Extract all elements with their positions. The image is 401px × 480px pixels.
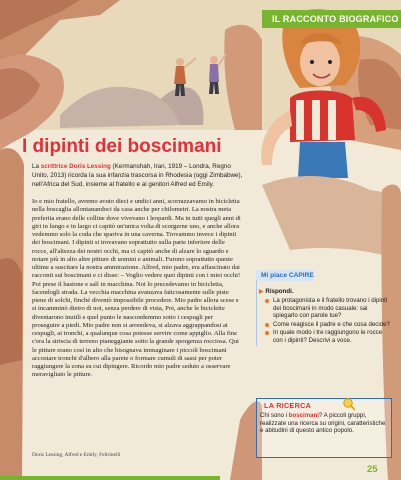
capire-highlight: CAPIRE — [288, 272, 314, 279]
source-citation: Doris Lessing, Alfred e Emily, Feltrinelli — [32, 452, 121, 458]
section-label: IL RACCONTO BIOGRAFICO — [262, 10, 401, 28]
page-number: 25 — [367, 464, 378, 475]
footer-bar — [0, 476, 401, 480]
magnifier-icon — [342, 397, 356, 411]
question-item: La protagonista e il fratello trovano i dipinti dei boscimani in modo casuale: sai spiegarlo con parole tue? — [265, 297, 393, 320]
question-item: Come reagisce il padre e che cosa decide? — [265, 321, 393, 329]
capire-panel — [256, 272, 393, 346]
question-item: In quale modo i tre raggiungono le rocce con i dipinti? Descrivi a voce. — [265, 329, 393, 344]
story-text — [32, 198, 242, 380]
ricerca-title: LA RICERCA — [264, 401, 312, 410]
intro-paragraph — [32, 162, 246, 189]
bullet-dot-icon — [265, 299, 269, 303]
bullet-dot-icon — [265, 323, 269, 327]
capire-prompt: Rispondi. — [265, 288, 294, 295]
ricerca-box — [256, 398, 390, 456]
question-list — [259, 297, 393, 345]
story-paragraph: Io e mio fratello, avremo avuto dieci e undici anni, scorrazzavamo in bicicletta nella boscaglia allontanandoci da casa anche per chilometri. La nostra meta preferita erano delle colline dove vivevano i leopardi. Ma in tutti quegli anni di giri in lungo e in largo ci capitò un'unica volta di scorgerne uno, e anche allora vedemmo solo la coda che spariva in una caverna. Trovammo invece i dipinti dei boscimani. I dipinti si trovavano soprattutto sulla parte inferiore delle rocce, all'altezza dei nostri occhi, ma ci capitò anche di alzare lo sguardo e notare più in alto altre pitture di uomini e animali. Furono soprattutto queste ultime a suscitare la nostra ammirazione. Alfred, mio padre, era affascinato dai racconti sui boscimani e ci disse: – Voglio vedere quei dipinti con i miei occhi! Poi prese il bastone e salì in macchina. Noi lo precedevamo in bicicletta, facendogli strada. La vecchia macchina avanzava faticosamente sulle piste piene di solchi, finché diventò impossibile procedere. Mio padre allora scese e si incamminò dietro di noi, senza perdere di vista, Poi, anche le biciclette diventarono inutili e quel punto le nascondemmo sotto i cespugli per proseguire a piedi. Mio padre non si arrendeva, si alzava aggrappandosi ai cespugli, ai tronchi, a qualunque cosa potesse servire come appiglio. Alla fine c'era la striscia di terreno pianeggiante sotto la grande sporgenza rocciosa. Qui le pitture erano così in alto che bisognava immaginare i piccoli boscimani accostare tronchi d'albero alla parete o formare cumuli di sassi per poter raggiungere la zona su cui dipingere. Ricordo mio padre seduto a osservare meravigliato le pitture. — [32, 198, 241, 379]
page-title: I dipinti dei boscimani — [22, 136, 222, 157]
bullet-dot-icon — [265, 331, 269, 335]
intro-prefix: La — [32, 163, 41, 170]
ricerca-text: Chi sono i boscimani? A piccoli gruppi, realizzate una ricerca su origini, caratteristiche e abitudini di questo antico popolo. — [260, 412, 386, 435]
intro-rest: (Kermanshah, Iran, 1919 – Londra, Regno Unito, 2013) ricorda la sua infanzia trascorsa in Rhodesia (oggi Zimbabwe), nell'Africa del Sud, insieme al fratello e ai genitori Alfred ed Emily. — [32, 163, 243, 188]
capire-prompt-line — [259, 288, 393, 295]
capire-prefix: Mi piace — [261, 272, 289, 279]
ricerca-highlight: boscimani — [288, 412, 319, 419]
capire-header — [259, 272, 393, 282]
triangle-bullet-icon: ▶ — [259, 289, 264, 295]
intro-author-highlight: scrittrice Doris Lessing — [40, 163, 111, 170]
